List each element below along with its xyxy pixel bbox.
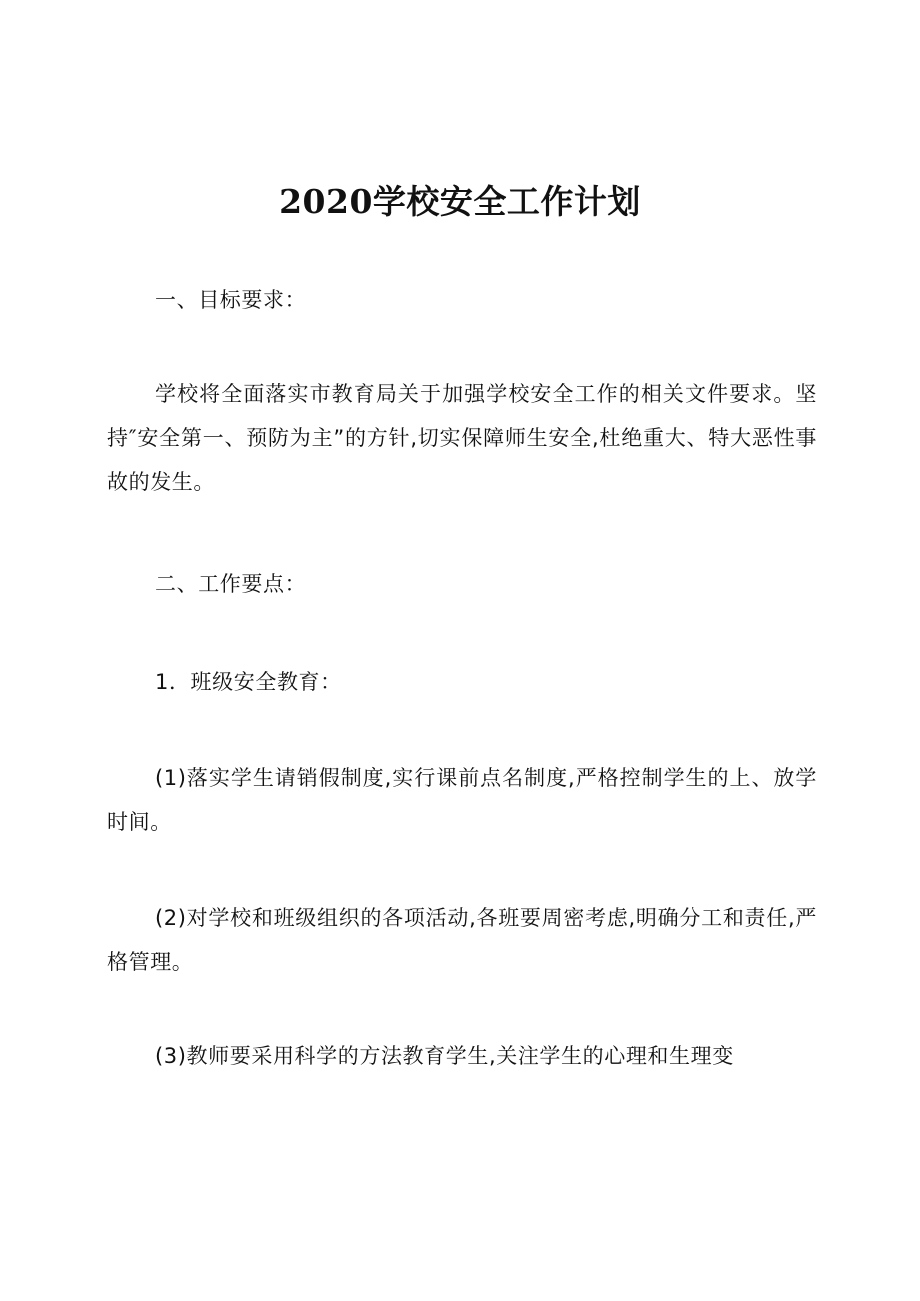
paragraph-goals-body: 学校将全面落实市教育局关于加强学校安全工作的相关文件要求。坚持″安全第一、预防为主”的方针,切实保障师生安全,杜绝重大、特大恶性事故的发生。	[107, 382, 817, 494]
section-heading-key-points: 二、工作要点：	[155, 572, 307, 596]
list-item-1: (1)落实学生请销假制度,实行课前点名制度,严格控制学生的上、放学时间。	[107, 766, 817, 834]
list-item-3: (3)教师要采用科学的方法教育学生,关注学生的心理和生理变	[155, 1044, 734, 1068]
list-item-2: (2)对学校和班级组织的各项活动,各班要周密考虑,明确分工和责任,严格管理。	[107, 906, 817, 974]
subsection-heading-class-safety: 1．班级安全教育：	[155, 670, 342, 694]
section-heading-goals: 一、目标要求：	[155, 288, 307, 312]
document-title: 2020学校安全工作计划	[279, 182, 641, 221]
